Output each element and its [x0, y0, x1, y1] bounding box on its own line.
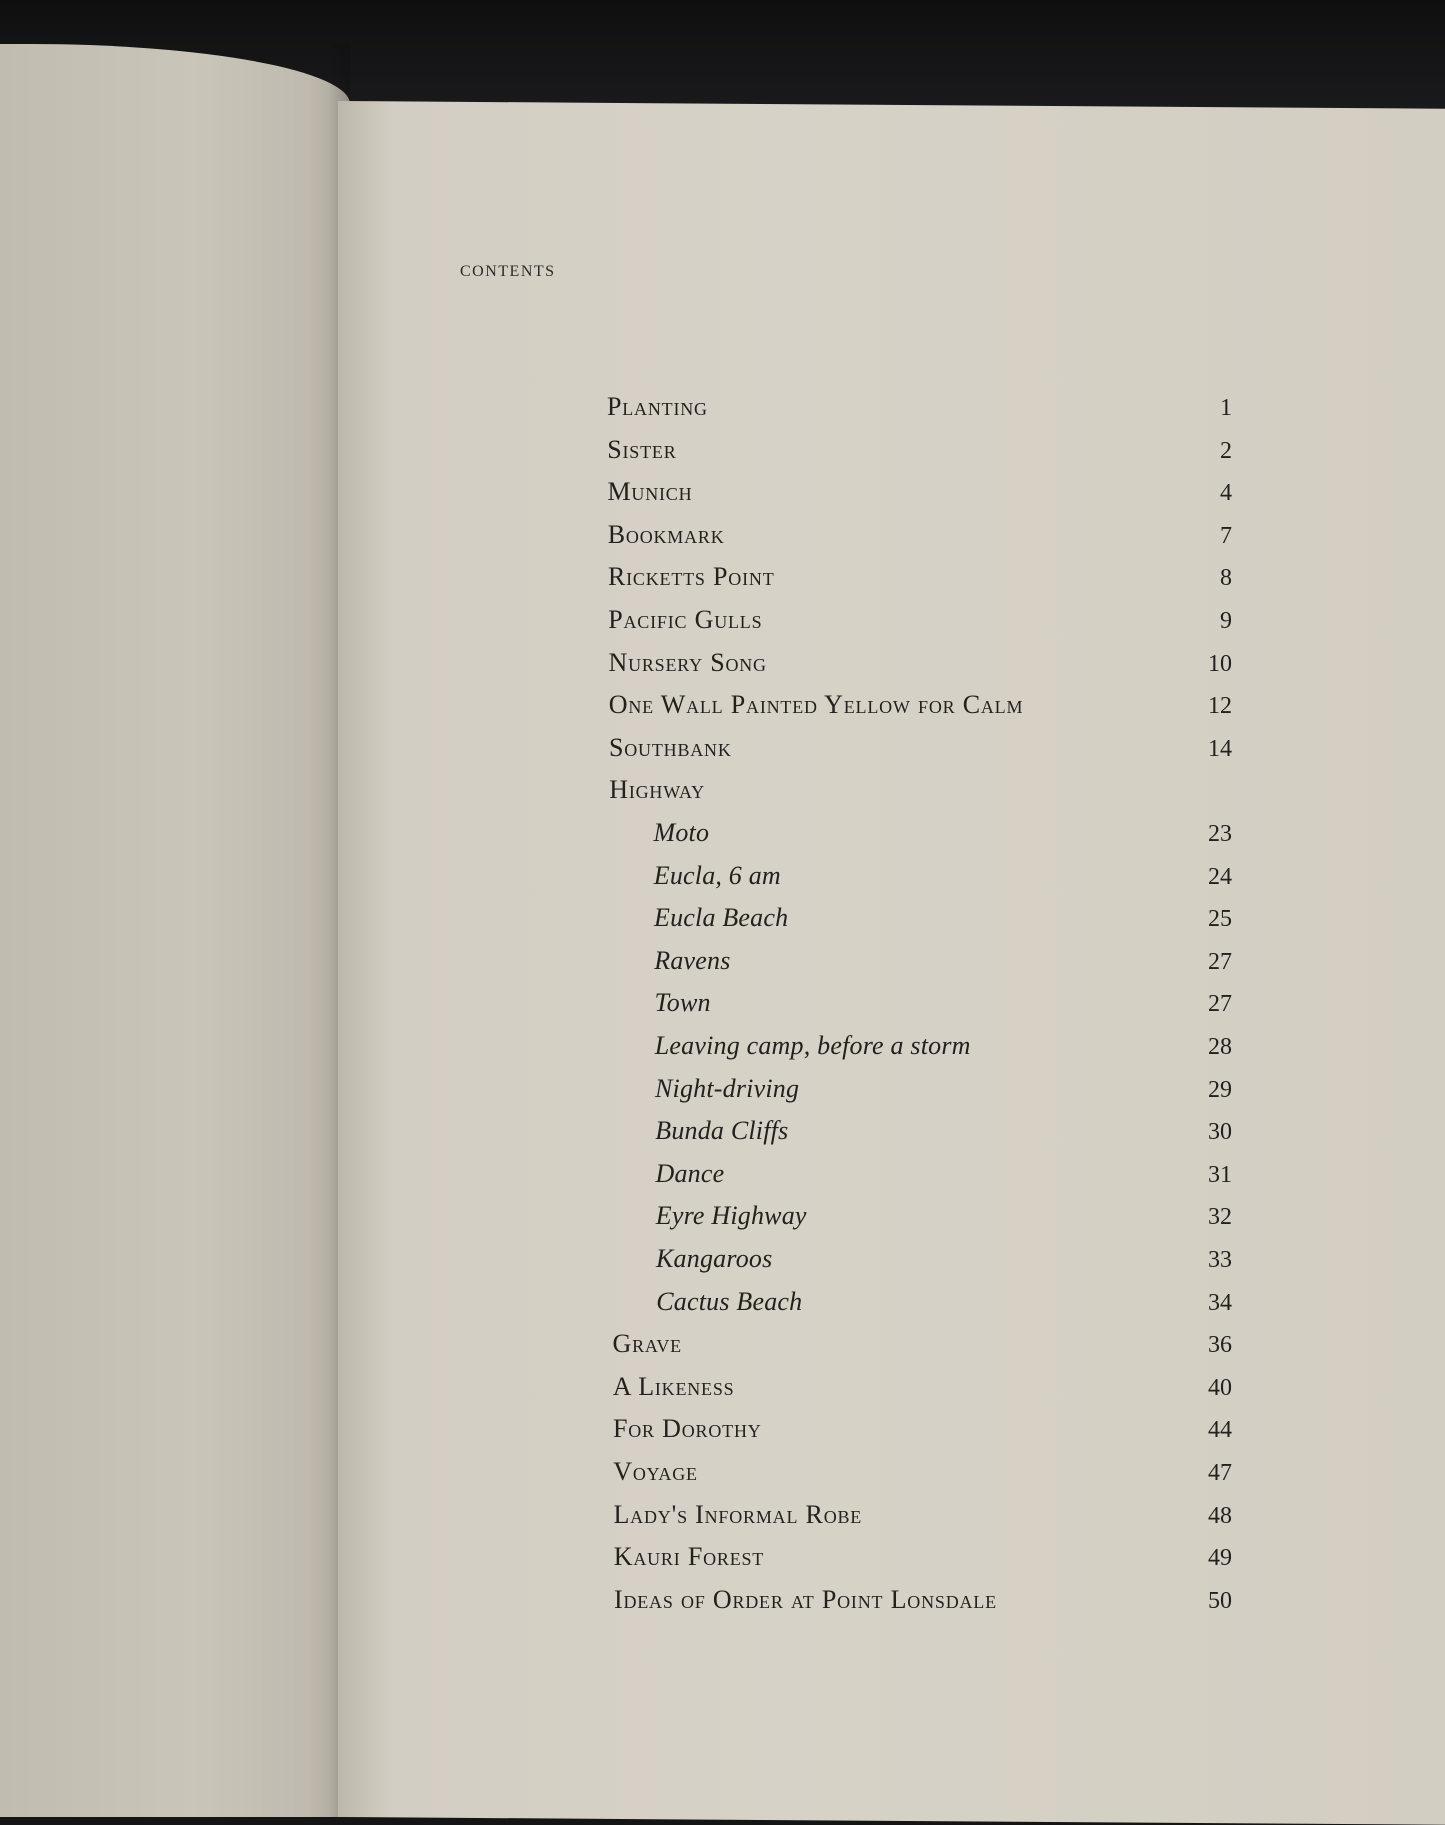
toc-page-number: 27	[1208, 948, 1232, 975]
toc-entry	[609, 690, 1232, 720]
toc-entry-title: Munich	[607, 477, 693, 507]
toc-page-number: 9	[1220, 608, 1232, 634]
toc-entry-title: Pacific Gulls	[608, 605, 763, 634]
toc-page-number: 25	[1208, 906, 1232, 933]
toc-entry	[607, 435, 1232, 465]
toc-entry	[608, 605, 1232, 635]
toc-page-number: 44	[1208, 1417, 1232, 1444]
toc-page-number: 27	[1208, 991, 1232, 1018]
toc-subentry	[655, 1031, 1232, 1061]
toc-entry	[613, 1372, 1232, 1402]
toc-page-number: 24	[1208, 863, 1232, 890]
toc-entry-title: For Dorothy	[613, 1414, 762, 1444]
toc-entry-title: Ricketts Point	[608, 562, 775, 592]
toc-page-number: 49	[1208, 1545, 1232, 1572]
toc-page-number: 2	[1220, 437, 1232, 464]
toc-entry-title: One Wall Painted Yellow for Calm	[608, 690, 1024, 720]
toc-subentry	[656, 1159, 1233, 1189]
toc-entry	[614, 1500, 1233, 1530]
toc-entry	[614, 1542, 1232, 1572]
toc-subentry	[654, 861, 1232, 891]
toc-page-number: 50	[1208, 1587, 1232, 1614]
toc-subentry	[654, 818, 1233, 848]
toc-entry-title: Night-driving	[655, 1073, 800, 1103]
toc-entry	[609, 733, 1232, 763]
toc-page-number: 10	[1208, 650, 1232, 677]
toc-subentry	[655, 1116, 1232, 1146]
toc-entry	[613, 1329, 1233, 1359]
toc-entry	[609, 775, 1232, 805]
toc-entry	[607, 392, 1232, 422]
toc-page-number: 30	[1208, 1119, 1232, 1146]
toc-entry-title: Cactus Beach	[656, 1286, 803, 1316]
toc-entry-title: Eucla Beach	[654, 903, 789, 933]
toc-entry-title: Eyre Highway	[655, 1201, 807, 1231]
toc-subentry	[656, 1201, 1232, 1231]
toc-entry	[608, 477, 1233, 507]
toc-page-number: 34	[1208, 1289, 1232, 1316]
toc-entry	[613, 1457, 1232, 1487]
toc-page-number: 8	[1220, 565, 1232, 592]
toc-entry-title: Ideas of Order at Point Lonsdale	[614, 1584, 997, 1614]
toc-entry-title: Bookmark	[607, 519, 725, 549]
toc-page-number: 32	[1208, 1204, 1232, 1231]
toc-page-number: 14	[1208, 735, 1232, 762]
toc-subentry	[655, 1074, 1232, 1104]
toc-page-number: 33	[1208, 1247, 1232, 1273]
toc-page-number: 40	[1208, 1374, 1232, 1401]
toc-entry	[608, 520, 1232, 550]
toc-entry-title: Southbank	[609, 732, 732, 762]
toc-entry-title: Ravens	[654, 945, 731, 975]
toc-entry-title: Sister	[607, 434, 677, 464]
toc-entry-title: Kauri Forest	[613, 1542, 765, 1572]
toc-page-number: 4	[1220, 480, 1232, 507]
toc-entry-title: Moto	[653, 818, 710, 847]
toc-entry-title: Grave	[612, 1329, 682, 1359]
contents-heading: contents	[460, 256, 556, 281]
toc-page-number: 47	[1208, 1460, 1232, 1486]
toc-page-number: 12	[1208, 693, 1232, 720]
toc-subentry	[654, 903, 1232, 933]
toc-subentry	[656, 1244, 1232, 1274]
toc-page-number: 29	[1208, 1076, 1232, 1103]
toc-entry-title: A Likeness	[612, 1371, 735, 1401]
toc-entry-title: Kangaroos	[656, 1244, 773, 1273]
toc-entry-title: Planting	[607, 392, 708, 421]
toc-page-number: 48	[1208, 1502, 1232, 1529]
toc-entry-title: Lady's Informal Robe	[613, 1499, 863, 1529]
toc-page-number: 31	[1208, 1161, 1232, 1188]
toc-page-number: 36	[1208, 1332, 1232, 1359]
toc-entry-title: Nursery Song	[608, 647, 767, 677]
toc-entry	[614, 1585, 1232, 1615]
toc-entry	[613, 1414, 1232, 1444]
toc-entry-title: Voyage	[613, 1457, 698, 1486]
toc-entry-title: Leaving camp, before a storm	[654, 1031, 971, 1060]
toc-entry-title: Dance	[655, 1158, 725, 1188]
toc-page-number: 7	[1220, 522, 1232, 549]
toc-subentry	[655, 988, 1233, 1018]
toc-entry-title: Eucla, 6 am	[653, 860, 781, 890]
toc-entry	[609, 648, 1233, 678]
toc-entry-title: Bunda Cliffs	[655, 1116, 789, 1146]
toc-page-number: 28	[1208, 1034, 1232, 1060]
toc-entry-title: Town	[654, 988, 711, 1018]
toc-page-number: 1	[1220, 395, 1232, 421]
toc-subentry	[656, 1287, 1232, 1317]
toc-page-number: 23	[1208, 821, 1232, 847]
toc-entry-title: Highway	[609, 775, 705, 805]
toc-subentry	[654, 946, 1232, 976]
toc-entry	[608, 562, 1232, 592]
